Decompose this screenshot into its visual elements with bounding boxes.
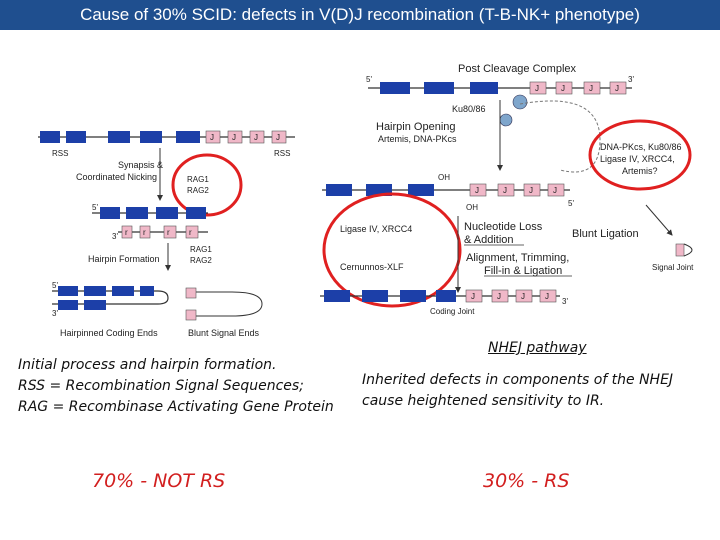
j-label: J bbox=[615, 84, 619, 93]
j-label: J bbox=[471, 292, 475, 301]
stat-not-rs: 70% - NOT RS bbox=[92, 470, 226, 492]
blunt-signal-ends-label: Blunt Signal Ends bbox=[188, 328, 260, 338]
stat-rs: 30% - RS bbox=[483, 470, 570, 492]
blunt-ligation-label: Blunt Ligation bbox=[572, 228, 639, 240]
dnapkcs-line2: Ligase IV, XRCC4, bbox=[600, 154, 675, 164]
j-label: J bbox=[521, 292, 525, 301]
dnapkcs-line1: DNA-PKcs, Ku80/86 bbox=[600, 142, 682, 152]
five-prime-label: 5' bbox=[92, 203, 98, 212]
three-prime-label: 3' bbox=[112, 232, 118, 241]
j-label: J bbox=[529, 186, 533, 195]
three-prime-top-label: 3' bbox=[628, 75, 634, 84]
r-label: r bbox=[189, 228, 192, 237]
j-label: J bbox=[561, 84, 565, 93]
three-prime-label-2: 3' bbox=[52, 309, 58, 318]
rss-left-label: RSS bbox=[52, 149, 69, 158]
j-label: J bbox=[503, 186, 507, 195]
synapsis-label: Synapsis & bbox=[118, 160, 164, 170]
j-label: J bbox=[254, 133, 258, 142]
five-prime-mid-label: 5' bbox=[568, 199, 574, 208]
alignment-label: Alignment, Trimming, bbox=[466, 252, 570, 264]
oh-label-2: OH bbox=[466, 203, 478, 212]
caption-left-line: RSS = Recombination Signal Sequences; bbox=[18, 378, 304, 394]
caption-right-line: cause heightened sensitivity to IR. bbox=[362, 393, 605, 409]
cernunnos-label: Cernunnos-XLF bbox=[340, 262, 404, 272]
j-label: J bbox=[475, 186, 479, 195]
rss-right-label: RSS bbox=[274, 149, 291, 158]
signal-joint-label: Signal Joint bbox=[652, 263, 694, 272]
rag1-label: RAG1 bbox=[187, 175, 209, 184]
coding-joint-label: Coding Joint bbox=[430, 307, 475, 316]
caption-right-line: Inherited defects in components of the NHEJ bbox=[362, 372, 674, 388]
post-cleavage-label: Post Cleavage Complex bbox=[458, 63, 577, 75]
j-label: J bbox=[497, 292, 501, 301]
j-label: J bbox=[210, 133, 214, 142]
r-label: r bbox=[125, 228, 128, 237]
vdj-diagram bbox=[0, 30, 720, 340]
coordinated-nicking-label: Coordinated Nicking bbox=[76, 172, 158, 182]
j-label: J bbox=[276, 133, 280, 142]
highlight-circle-ligase bbox=[324, 194, 460, 306]
five-prime-label-2: 5' bbox=[52, 281, 58, 290]
j-label: J bbox=[589, 84, 593, 93]
hairpin-opening-label: Hairpin Opening bbox=[376, 121, 456, 133]
nucleotide-loss-label: Nucleotide Loss bbox=[464, 221, 543, 233]
j-label: J bbox=[535, 84, 539, 93]
j-label: J bbox=[232, 133, 236, 142]
r-label: r bbox=[167, 228, 170, 237]
slide-title: Cause of 30% SCID: defects in V(D)J recombination (T-B-NK+ phenotype) bbox=[0, 0, 720, 30]
five-prime-top-label: 5' bbox=[366, 75, 372, 84]
caption-left bbox=[18, 355, 353, 418]
j-label: J bbox=[553, 186, 557, 195]
dnapkcs-line3: Artemis? bbox=[622, 166, 658, 176]
caption-left-line: Initial process and hairpin formation. bbox=[18, 357, 277, 373]
hairpinned-coding-ends-label: Hairpinned Coding Ends bbox=[60, 328, 158, 338]
fill-in-label: Fill-in & Ligation bbox=[484, 265, 563, 277]
rag2-label: RAG2 bbox=[187, 186, 209, 195]
right-diagram bbox=[320, 63, 694, 316]
oh-label: OH bbox=[438, 173, 450, 182]
rag1-label-2: RAG1 bbox=[190, 245, 212, 254]
highlight-circle-rag bbox=[173, 155, 241, 215]
ku-label: Ku80/86 bbox=[452, 104, 486, 114]
three-prime-bot-label: 3' bbox=[562, 297, 568, 306]
artemis-dnapkcs-label: Artemis, DNA-PKcs bbox=[378, 134, 457, 144]
rag2-label-2: RAG2 bbox=[190, 256, 212, 265]
left-diagram bbox=[38, 131, 295, 338]
addition-label: & Addition bbox=[464, 234, 514, 246]
caption-right bbox=[362, 370, 707, 412]
j-label: J bbox=[545, 292, 549, 301]
r-label: r bbox=[143, 228, 146, 237]
ku-complex-icon bbox=[500, 114, 512, 126]
hairpin-formation-label: Hairpin Formation bbox=[88, 254, 160, 264]
ligase-label: Ligase IV, XRCC4 bbox=[340, 224, 413, 234]
ku-complex-icon bbox=[513, 95, 527, 109]
caption-left-line: RAG = Recombinase Activating Gene Protein bbox=[18, 399, 334, 415]
nhej-pathway-title: NHEJ pathway bbox=[488, 340, 587, 356]
